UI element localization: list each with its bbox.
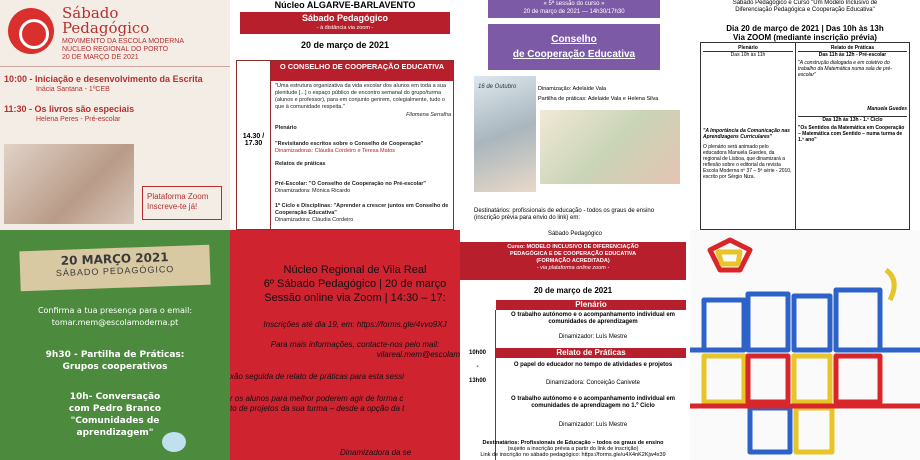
- tile-porto-poster[interactable]: [0, 0, 230, 230]
- col1-text: O plenário será animado pelo educadora Manuela Guedes, da regional de Lisboa, que dinamizará a reflexão sobre o editorial da revista Escola Moderna nº 37 – 5ª série - 2010, escrito por Sérgio Niza.: [703, 144, 792, 180]
- zoom-signup-button[interactable]: Plataforma Zoom Inscreve-te já!: [142, 186, 222, 220]
- col1-time: Das 10h às 11h: [730, 52, 766, 58]
- plenario-text: O trabalho autónomo e o acompanhamento individual em comunidades de aprendizagem: [510, 312, 676, 325]
- col2-time2: Das 12h às 13h - 1.º Ciclo: [798, 116, 907, 123]
- section-title: O CONSELHO DE COOPERAÇÃO EDUCATIVA: [271, 61, 453, 81]
- mem-logo-icon: [8, 8, 54, 54]
- info-partilha: Partilha de práticas: Adelaide Vala e Helena Silva: [538, 96, 659, 102]
- item-2-sub1: com Pedro Branco: [68, 404, 162, 414]
- session-2-speaker: Helena Peres - Pré-escolar: [36, 116, 121, 123]
- plenario-by: Dinamizadoras: Cláudia Cordeiro e Teresa Matos: [275, 148, 396, 154]
- signup-link[interactable]: Link de inscrição no sábado pedagógico: https://forms.gle/u4X4nK2Kjw4x39: [480, 452, 666, 458]
- vr-signup[interactable]: Inscrições até dia 19, em: https://forms.gle/4vvo9XJ: [263, 320, 447, 329]
- poster-band: Sábado Pedagógico - à distância via zoom -: [240, 12, 450, 34]
- date-banner: [19, 245, 210, 292]
- relato-2: O trabalho autónomo e o acompanhamento individual em comunidades de aprendizagem no 1.º Ciclo: [510, 396, 676, 409]
- tile-curso-document[interactable]: [690, 0, 920, 230]
- tile-conselho-poster[interactable]: [460, 0, 690, 230]
- vr-line1: Núcleo Regional de Vila Real: [283, 264, 427, 276]
- col2-head: Relato de Práticas: [798, 45, 907, 52]
- quote-text: "Uma estrutura organizativa da vida escolar dos alunos em toda a sua plenitude [...] o espaço público de encontro semanal do grupo/turma (alunos e professor), para em conjunto gerirem, colegialmente, tudo o que à comunidade respeita.": [275, 83, 447, 110]
- poster-org: MOVIMENTO DA ESCOLA MODERNA NÚCLEO REGIONAL DO PORTO 20 DE MARÇO DE 2021: [62, 38, 185, 61]
- vr-line2: 6º Sábado Pedagógico | 20 de março: [263, 278, 447, 290]
- vr-line3: Sessão online via Zoom | 14:30 – 17:: [264, 292, 446, 304]
- item-2-sub3: aprendizagem": [76, 428, 154, 438]
- relatos-column: [796, 43, 909, 230]
- col2-title: "A construção dialogada e em coletivo do trabalho da Matemática numa sala de pré-escolar": [798, 60, 892, 78]
- poster-date: 20 de março de 2021: [300, 40, 390, 50]
- tile-modelo-inclusivo-poster[interactable]: [460, 230, 690, 460]
- ciclo-by: Dinamizadora: Cláudia Cordeiro: [275, 217, 354, 223]
- relato-1: O papel do educador no tempo de atividades e projetos: [513, 362, 673, 368]
- poster-title: Sábado Pedagógico: [62, 4, 150, 37]
- col2-time: Das 11h às 12h - Pré-escolar: [818, 52, 887, 58]
- vr-info-5: r os alunos para melhor poderem agir de forma c: [230, 394, 404, 403]
- session-2: 11:30 - Os livros são especiais: [4, 104, 135, 114]
- curso-band: Curso: MODELO INCLUSIVO DE DIFERENCIAÇÃO PEDAGÓGICA E DE COOPERAÇÃO EDUCATIVA (FORMAÇÃO ACREDITADA) - via plataforma online zoom -: [460, 242, 686, 280]
- destinatarios: Destinatários: Profissionais de Educação – todos os graus de ensino (sujeito a inscrição prévia a partir do link de inscrição) Link de inscrição no sábado pedagógico: https://forms.gle/u4X4nK2Kjw4x39: [480, 440, 666, 458]
- tile-algarve-poster[interactable]: [230, 0, 460, 230]
- classroom-photo: [4, 144, 134, 224]
- vr-info-4: xão seguida de relato de práticas para esta sessi: [230, 372, 404, 381]
- divider: [0, 66, 230, 67]
- relato-heading: Relato de Práticas: [496, 348, 686, 358]
- plenario-title: "Revisitando escritos sobre o Conselho de Cooperação": [275, 141, 424, 147]
- confirm-email[interactable]: tomar.mem@escolamoderna.pt: [51, 318, 179, 327]
- doc-date: Dia 20 de março de 2021 | Das 10h às 13h Via ZOOM (mediante inscrição prévia): [726, 24, 884, 42]
- poster-date: 20 de março de 2021: [533, 286, 613, 295]
- pre-escolar-title: Pré-Escolar: "O Conselho de Cooperação no Pré-escolar": [275, 181, 427, 187]
- tile-child-drawing[interactable]: [690, 230, 920, 460]
- item-1: 9h30 - Partilha de Práticas:: [45, 350, 185, 360]
- confirm-text: Confirma a tua presença para o email:: [37, 306, 193, 315]
- banner-sub: SÁBADO PEDAGÓGICO: [55, 263, 175, 279]
- plenario-by: Dinamizador: Luís Mestre: [558, 334, 628, 340]
- pre-escolar-by: Dinamizadora: Mónica Ricardo: [275, 188, 351, 194]
- banner-date: 20 MARÇO 2021: [60, 250, 169, 268]
- vr-info: Para mais informações, contacte-nos pelo mail:: [270, 340, 440, 349]
- col1-title: "A Importância da Comunicação nas Aprendizagens Curriculares": [703, 128, 790, 140]
- tile-vilareal-poster[interactable]: [230, 230, 460, 460]
- item-2-sub2: "Comunidades de: [70, 416, 160, 426]
- col1-head: Plenário: [703, 45, 793, 52]
- plenario-column: [701, 43, 796, 230]
- relato-2-by: Dinamizador: Luís Mestre: [558, 422, 628, 428]
- vr-info-6: to de projetos da sua turma – desde a opção da t: [230, 404, 405, 413]
- poster-top: Sábado Pedagógico: [547, 231, 603, 237]
- poster-title: Conselho de Cooperação Educativa: [488, 24, 660, 70]
- session-1-speaker: Inácia Santana - 1ºCEB: [36, 86, 110, 93]
- relato-1-by: Dinamizadora: Conceição Canivete: [545, 380, 641, 386]
- ciclo-title: 1º Ciclo e Disciplinas: "Aprender a crescer juntos em Conselho de Cooperação Educativa": [275, 203, 449, 216]
- tile-tomar-poster[interactable]: [0, 230, 230, 460]
- poster-header: Núcleo ALGARVE-BARLAVENTO: [274, 0, 416, 10]
- destinatarios: Destinatários: profissionais de educação - todos os graus de ensino (inscrição prévia para envio do link) em:: [474, 208, 655, 221]
- col2-author: Manuela Guedes: [867, 106, 907, 112]
- vr-info-7: Dinamizadora da se: [340, 448, 412, 457]
- chat-bubble-icon: [162, 432, 186, 452]
- session-1: 10:00 - Iniciação e desenvolvimento da Escrita: [4, 74, 203, 84]
- schedule-time: 10h00 - 13h00: [460, 310, 496, 460]
- quote-author: Filomena Serralha: [406, 112, 451, 118]
- vr-email[interactable]: vilareal.mem@escolam: [376, 350, 460, 359]
- col2-title2: "Os Sentidos da Matemática em Cooperação – Matemática com Sentido – numa turma de 1.º ano": [798, 125, 905, 143]
- schedule-time: 14.30 / 17.30: [237, 61, 271, 230]
- poster-top: « 5ª sessão do curso » 20 de março de 2021 — 14h30/17h30: [488, 0, 660, 18]
- info-dinamizacao: Dinamização: Adelaide Vala: [538, 86, 607, 92]
- schedule-table: [700, 42, 910, 230]
- board-text: 16 de Outubro: [478, 84, 517, 90]
- drawing-image: [690, 230, 920, 460]
- item-1-sub: Grupos cooperativos: [62, 362, 168, 372]
- classroom-photo: [540, 110, 680, 184]
- schedule-table: [236, 60, 454, 230]
- board-photo: [474, 76, 536, 192]
- item-2: 10h- Conversação: [69, 392, 161, 402]
- doc-header: Sábado Pedagógico e Curso "Um Modelo Inclusivo de Diferenciação Pedagógica e Cooperação Educativa": [732, 0, 878, 13]
- plenario-heading: Plenário: [275, 125, 297, 131]
- relatos-heading: Relatos de práticas: [275, 161, 326, 167]
- plenario-heading: Plenário: [496, 300, 686, 310]
